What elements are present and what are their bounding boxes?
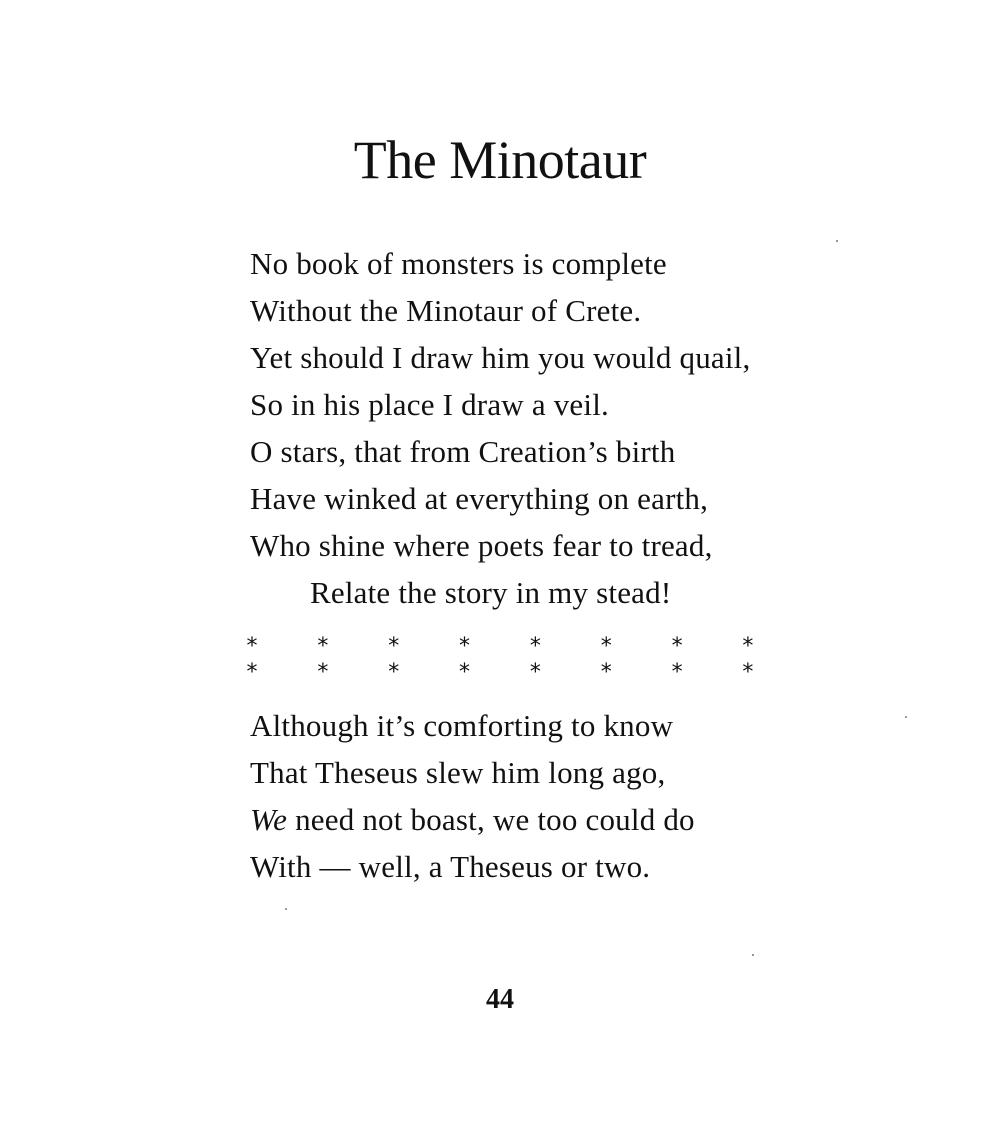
asterisk-mark: * — [459, 634, 471, 659]
verse-line: With — well, a Theseus or two. — [250, 849, 651, 884]
asterisk-mark: * — [529, 660, 541, 685]
stanza-one — [250, 240, 810, 616]
poem-title: The Minotaur — [353, 130, 647, 190]
paper-speck — [836, 240, 838, 242]
verse-line — [250, 796, 810, 843]
asterisk-mark: * — [246, 660, 258, 685]
asterisk-mark: * — [317, 634, 329, 659]
asterisk-mark: * — [671, 660, 683, 685]
asterisk-row — [245, 634, 755, 660]
asterisk-mark: * — [388, 660, 400, 685]
verse-line: Although it’s comforting to know — [250, 708, 674, 743]
page-number: 44 — [486, 984, 514, 1015]
verse-line: Yet should I draw him you would quail, — [250, 340, 751, 375]
paper-speck — [752, 954, 754, 956]
verse-line: O stars, that from Creation’s birth — [250, 434, 676, 469]
verse-line-rest: need not boast, we too could do — [287, 802, 695, 837]
asterisk-mark: * — [742, 660, 754, 685]
stanza-two — [250, 702, 810, 890]
asterisk-mark: * — [600, 634, 612, 659]
verse-line: Who shine where poets fear to tread, — [250, 528, 713, 563]
verse-line: So in his place I draw a veil. — [250, 387, 609, 422]
asterisk-mark: * — [246, 634, 258, 659]
asterisk-row — [245, 660, 755, 686]
verse-line: That Theseus slew him long ago, — [250, 755, 666, 790]
paper-speck — [905, 716, 907, 718]
asterisk-mark: * — [671, 634, 683, 659]
asterisk-mark: * — [317, 660, 329, 685]
asterisk-mark: * — [742, 634, 754, 659]
verse-line-indented: Relate the story in my stead! — [310, 575, 672, 610]
verse-line: No book of monsters is complete — [250, 246, 667, 281]
asterisk-divider — [245, 634, 755, 686]
emphasized-word: We — [250, 802, 288, 837]
asterisk-mark: * — [600, 660, 612, 685]
asterisk-mark: * — [459, 660, 471, 685]
asterisk-mark: * — [529, 634, 541, 659]
verse-line: Without the Minotaur of Crete. — [250, 293, 642, 328]
paper-speck — [285, 908, 287, 910]
verse-line: Have winked at everything on earth, — [250, 481, 709, 516]
asterisk-mark: * — [388, 634, 400, 659]
